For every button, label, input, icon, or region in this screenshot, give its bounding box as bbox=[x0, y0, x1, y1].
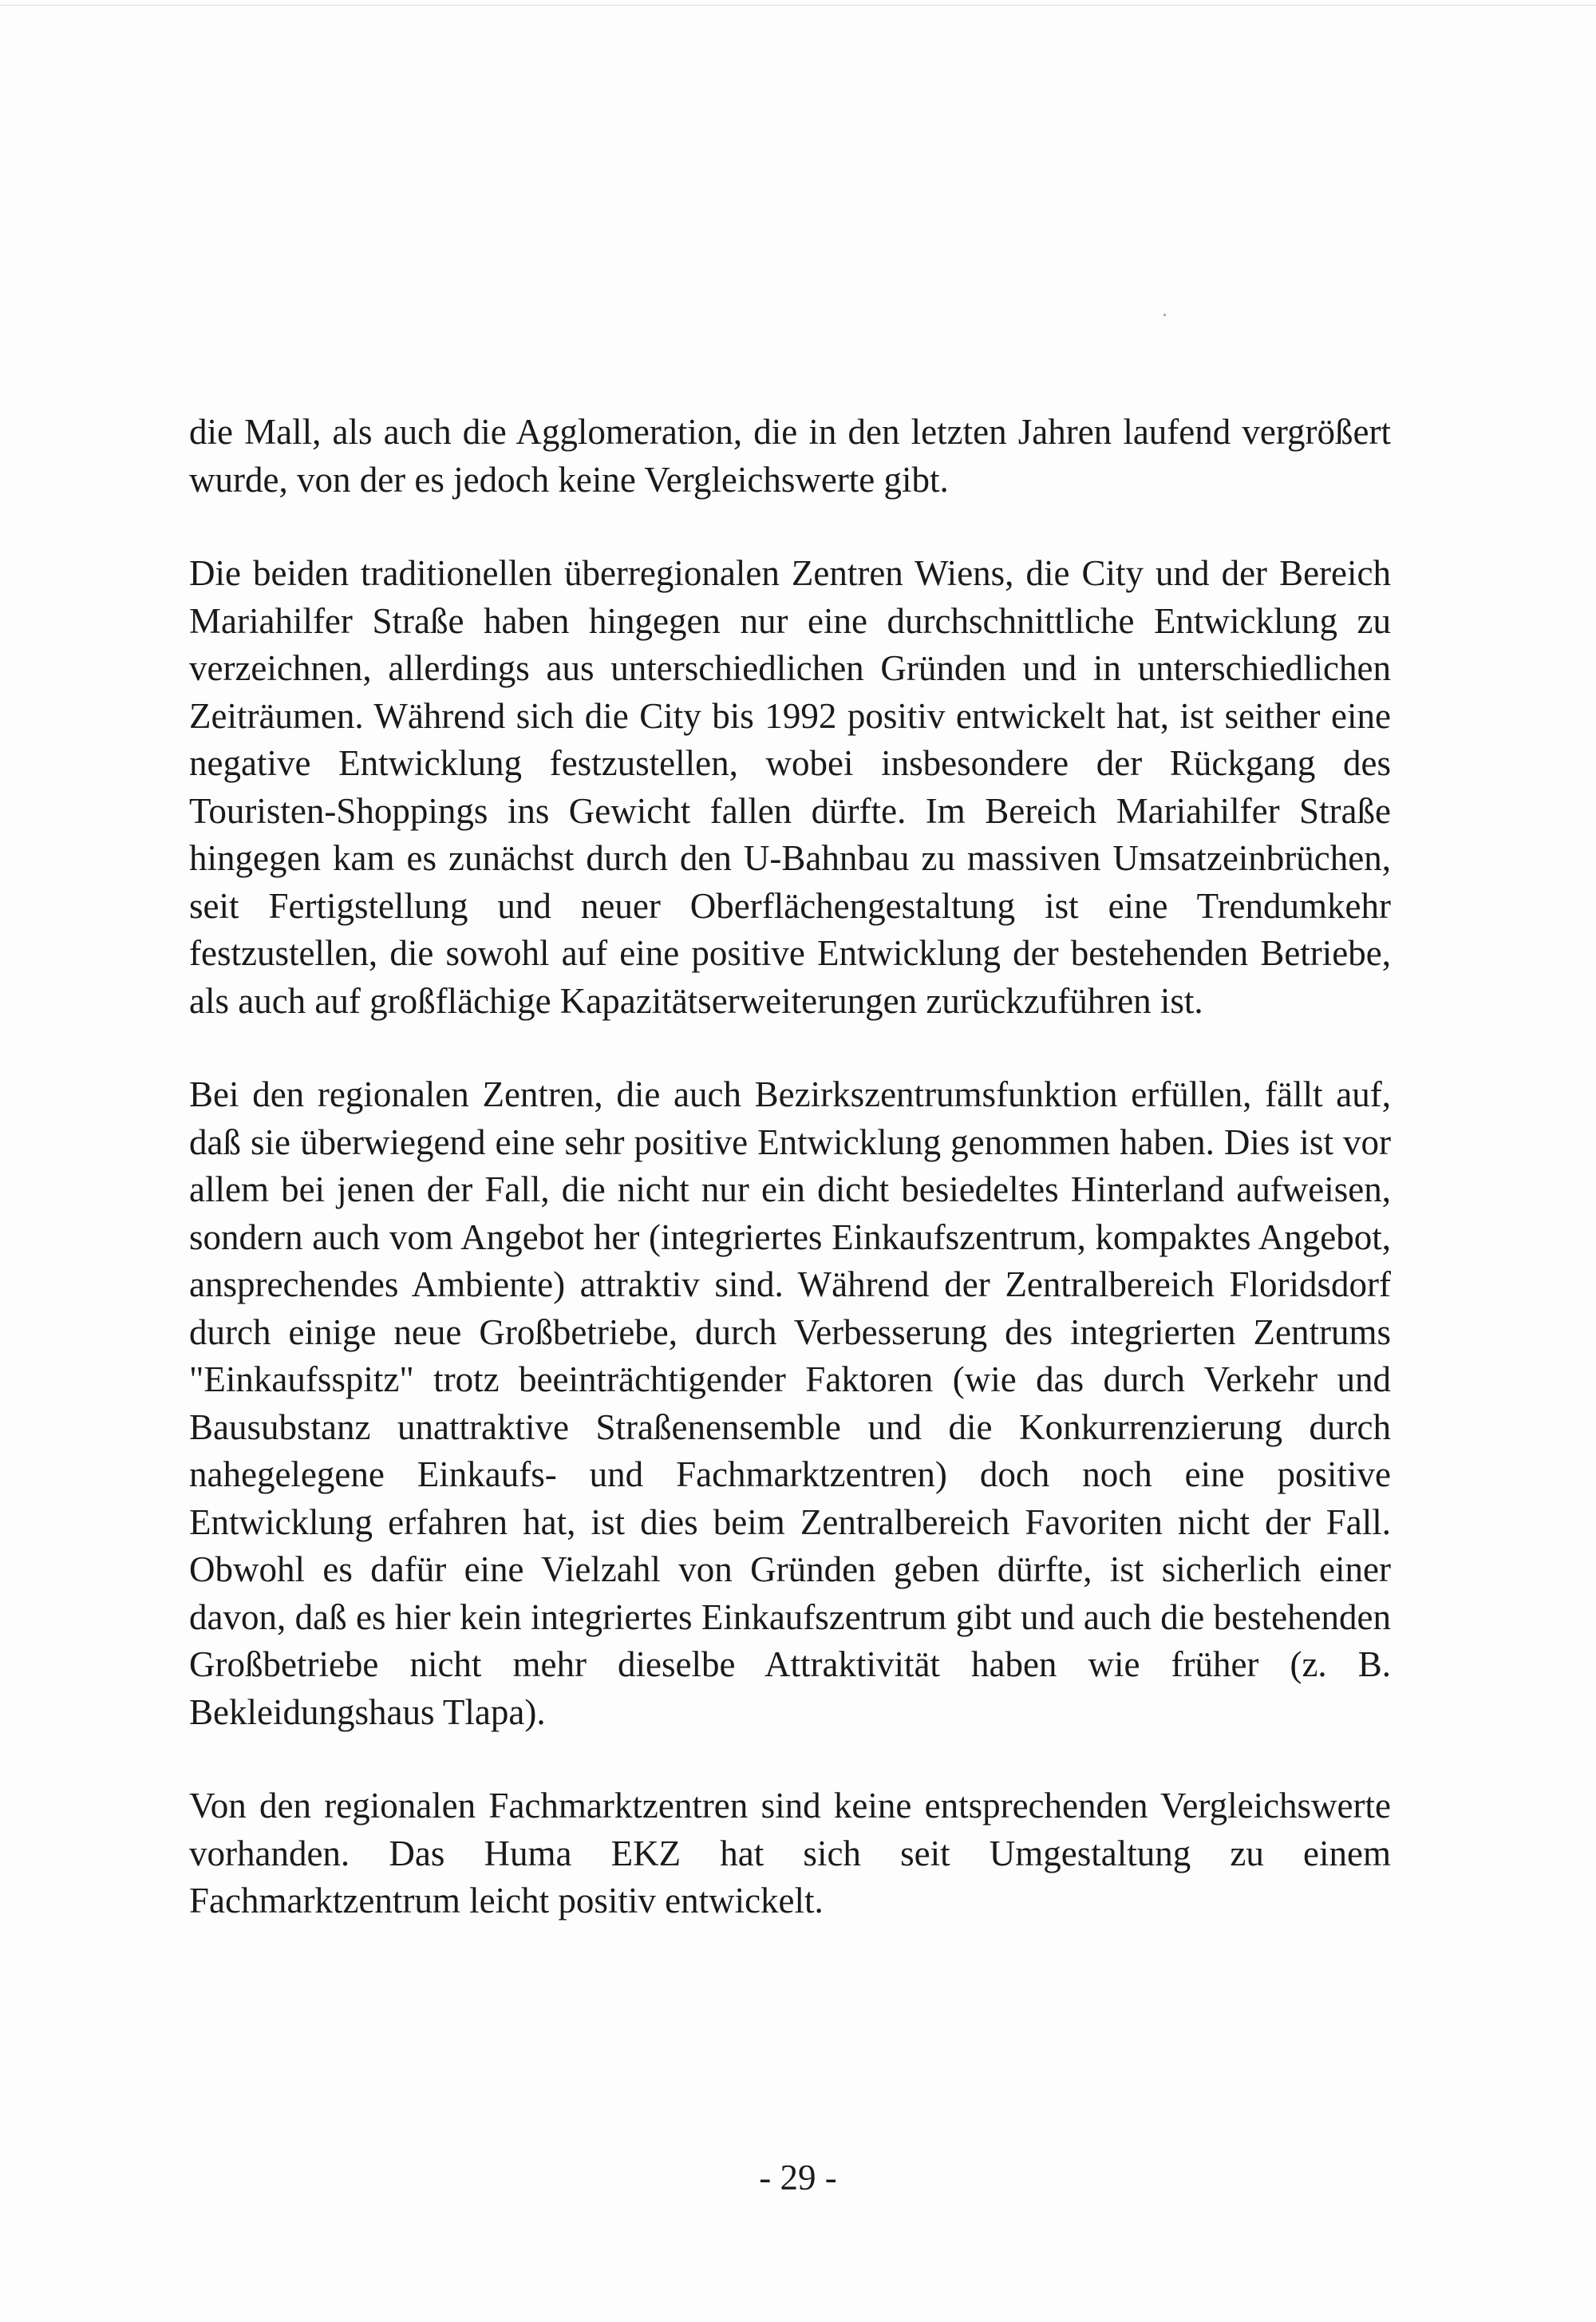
scan-edge-line bbox=[0, 5, 1596, 6]
page-number: - 29 - bbox=[759, 2158, 837, 2197]
scan-speck bbox=[1163, 314, 1166, 316]
body-text bbox=[189, 409, 1391, 1972]
paragraph-traditional-centers: Die beiden traditionellen überregionalen Zentren Wiens, die City und der Bereich Mariahilfer Straße haben hingegen nur eine durchschnittliche Entwicklung zu verzeichnen, allerdings aus unterschiedlichen Gründen und in unterschiedlichen Zeiträumen. Während sich die City bis 1992 positiv entwickelt hat, ist seither eine negative Entwicklung festzustellen, wobei insbesondere der Rückgang des Touristen-Shoppings ins Gewicht fallen dürfte. Im Bereich Mariahilfer Straße hingegen kam es zunächst durch den U-Bahnbau zu massiven Umsatzeinbrüchen, seit Fertigstellung und neuer Oberflächengestaltung ist eine Trendumkehr festzustellen, die sowohl auf eine positive Entwicklung der bestehenden Betriebe, als auch auf großflächige Kapazitätserweiterungen zurückzuführen ist. bbox=[189, 553, 1391, 1021]
paragraph-specialty-centers: Von den regionalen Fachmarktzentren sind keine entsprechenden Vergleichswerte vorhanden. Das Huma EKZ hat sich seit Umgestaltung zu einem Fachmarktzentrum leicht positiv entwickelt. bbox=[189, 1786, 1391, 1920]
paragraph-regional-centers: Bei den regionalen Zentren, die auch Bezirkszentrumsfunktion erfüllen, fällt auf, daß sie überwiegend eine sehr positive Entwicklung genommen haben. Dies ist vor allem bei jenen der Fall, die nicht nur ein dicht besiedeltes Hinterland aufweisen, sondern auch vom Angebot her (integriertes Einkaufszentrum, kompaktes Angebot, ansprechendes Ambiente) attraktiv sind. Während der Zentralbereich Floridsdorf durch einige neue Großbetriebe, durch Verbesserung des integrierten Zentrums "Einkaufsspitz" trotz beeinträchtigender Faktoren (wie das durch Verkehr und Bausubstanz unattraktive Straßenensemble und die Konkurrenzierung durch nahegelegene Einkaufs- und Fachmarktzentren) doch noch eine positive Entwicklung erfahren hat, ist dies beim Zentralbereich Favoriten nicht der Fall. Obwohl es dafür eine Vielzahl von Gründen geben dürfte, ist sicherlich einer davon, daß es hier kein integriertes Einkaufszentrum gibt und auch die bestehenden Großbetriebe nicht mehr dieselbe Attraktivität haben wie früher (z. B. Bekleidungshaus Tlapa). bbox=[189, 1074, 1391, 1732]
paragraph-mall-agglomeration: die Mall, als auch die Agglomeration, die in den letzten Jahren laufend vergrößert wurde, von der es jedoch keine Vergleichswerte gibt. bbox=[189, 412, 1391, 500]
